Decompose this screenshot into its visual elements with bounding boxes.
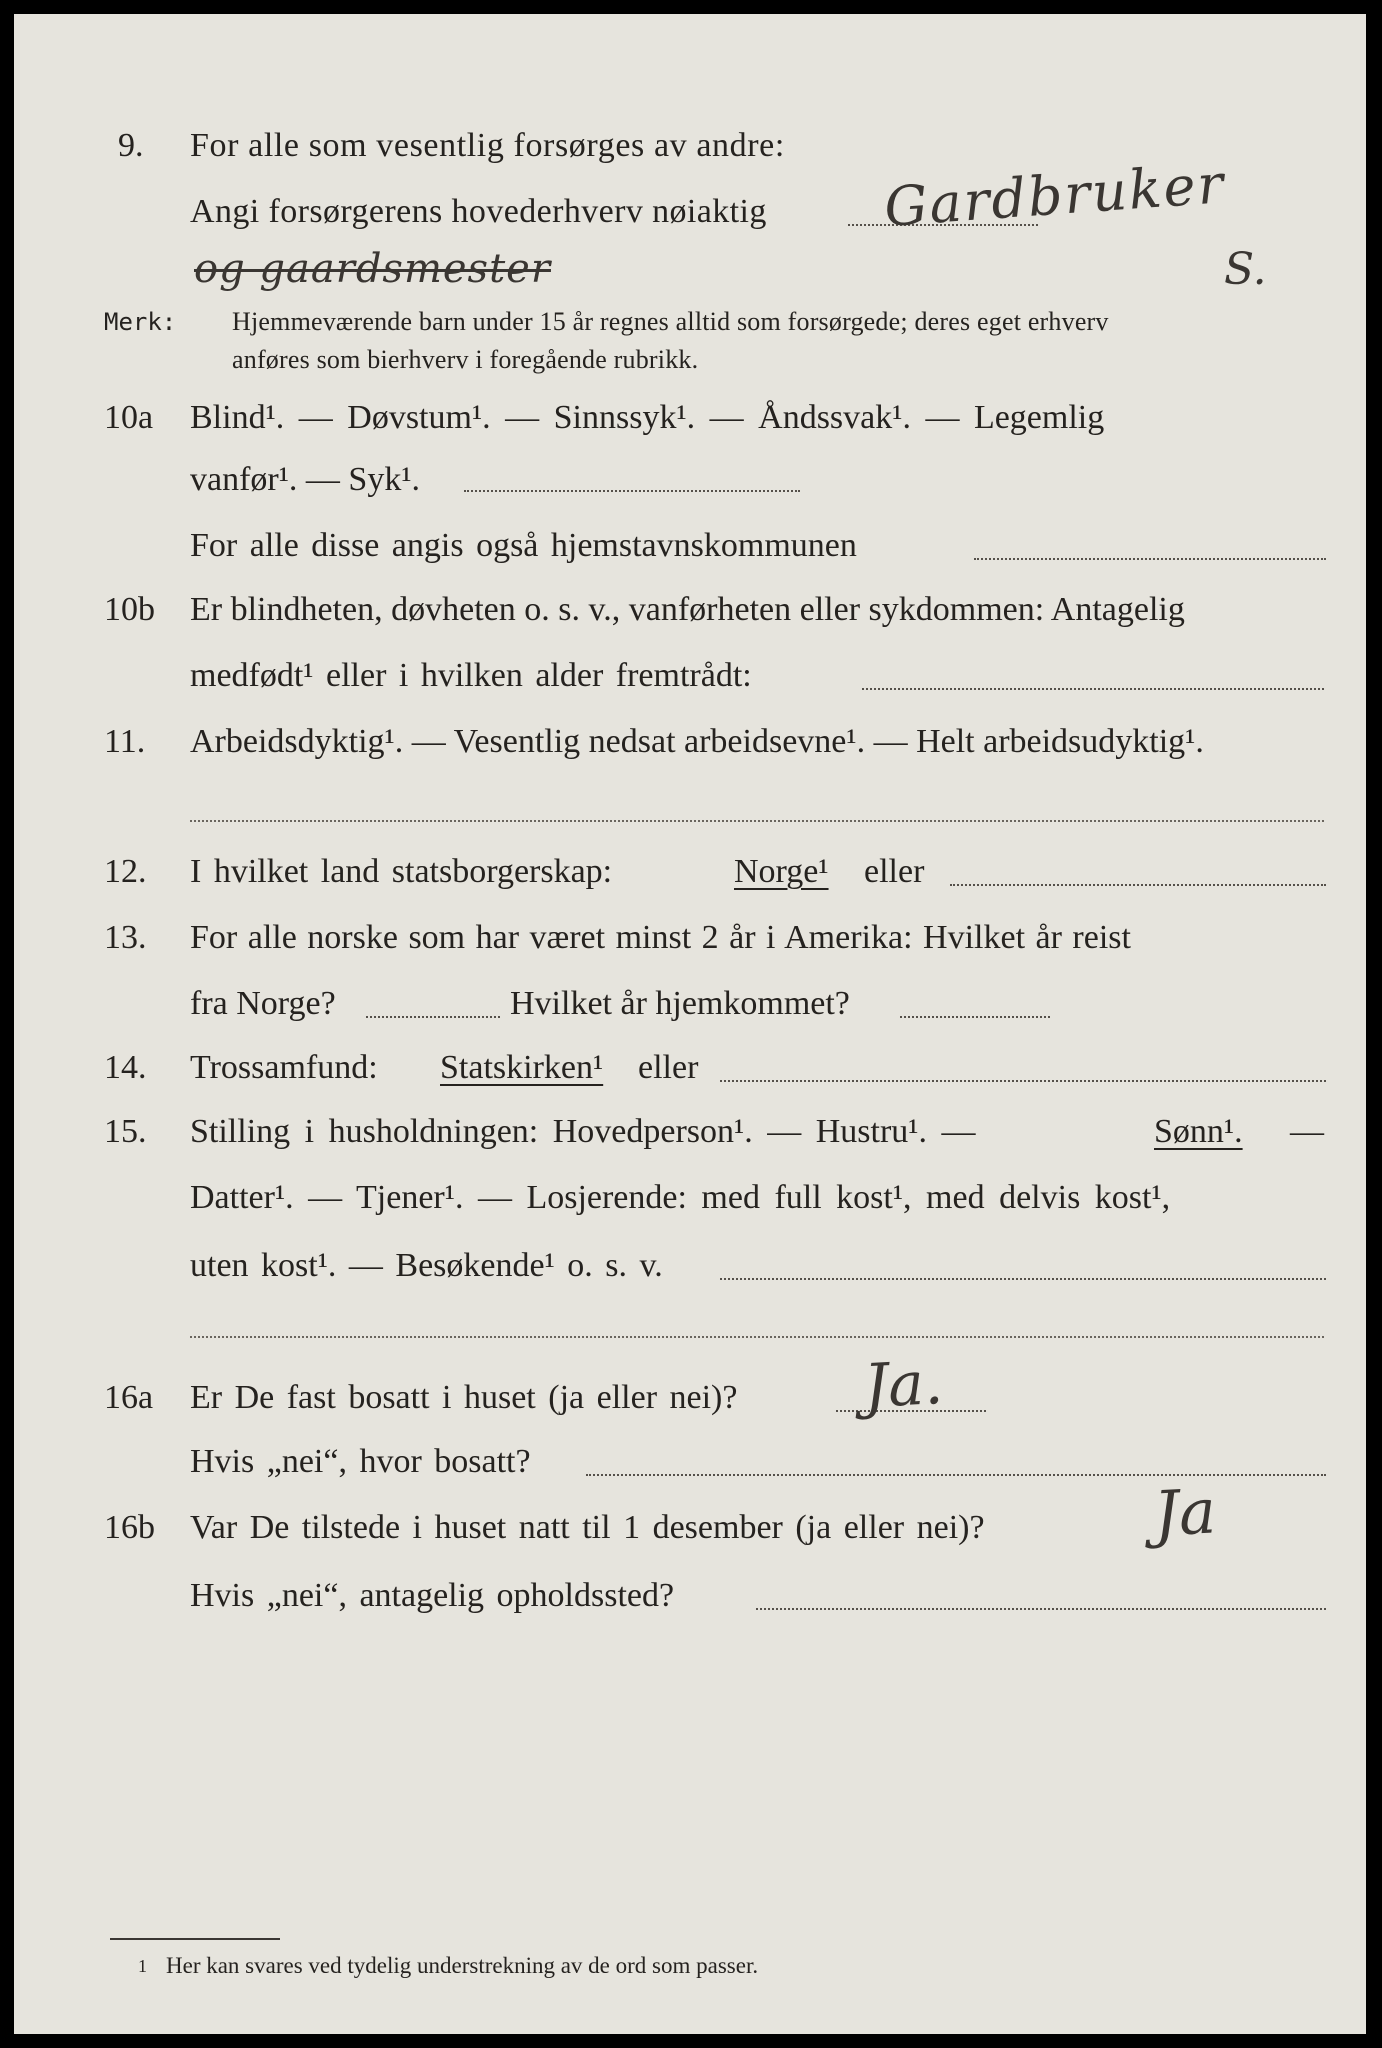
q15-line2: Datter¹. — Tjener¹. — Losjerende: med full kost¹, med delvis kost¹,: [190, 1179, 1171, 1216]
q9-struck-answer: og gaardsmester: [194, 246, 551, 292]
q11-number: 11.: [104, 723, 146, 760]
q16b-line1: Var De tilstede i huset natt til 1 desember (ja eller nei)?: [190, 1509, 985, 1546]
q14-prefix: Trossamfund:: [190, 1049, 378, 1086]
q10a-line3: For alle disse angis også hjemstavnskommunen: [190, 527, 857, 564]
q11-line1: Arbeidsdyktig¹. — Vesentlig nedsat arbeidsevne¹. — Helt arbeidsudyktig¹.: [190, 723, 1204, 760]
merk-label: Merk:: [104, 308, 177, 336]
q15-line1a: Stilling i husholdningen: Hovedperson¹. — Hustru¹. —: [190, 1113, 976, 1150]
q10b-number: 10b: [104, 591, 155, 628]
q16b-line2: Hvis „nei“, antagelig opholdssted?: [190, 1577, 675, 1614]
q12-number: 12.: [104, 853, 147, 890]
q10a-number: 10a: [104, 399, 154, 436]
q15-option-sonn: Sønn¹.: [1154, 1113, 1243, 1150]
q9-handwritten-answer: Gardbruker: [882, 152, 1228, 239]
q10b-line2: medfødt¹ eller i hvilken alder fremtrådt:: [190, 657, 752, 694]
q12-suffix: eller: [864, 853, 925, 890]
footnote-mark: 1: [138, 1956, 147, 1976]
q15-line3: uten kost¹. — Besøkende¹ o. s. v.: [190, 1247, 663, 1284]
q14-answer-line: [720, 1080, 1326, 1082]
q16a-line2: Hvis „nei“, hvor bosatt?: [190, 1443, 531, 1480]
q12-answer-line: [950, 884, 1326, 886]
footnote-rule: [110, 1938, 280, 1940]
q9-line2: Angi forsørgerens hovederhverv nøiaktig: [190, 193, 767, 230]
q13-line2b: Hvilket år hjemkommet?: [510, 985, 850, 1022]
merk-line1: Hjemmeværende barn under 15 år regnes alltid som forsørgede; deres eget erhverv: [232, 307, 1109, 336]
q12-option-norge: Norge¹: [734, 853, 829, 890]
q12-prefix: I hvilket land statsborgerskap:: [190, 853, 613, 890]
q16b-opholdssted-line: [756, 1608, 1326, 1610]
q16a-bosatt-line: [586, 1474, 1326, 1476]
q15-answer-line: [720, 1278, 1326, 1280]
q16b-handwritten-answer: Ja: [1152, 1474, 1218, 1551]
q13-reist-line: [366, 1016, 500, 1018]
q13-line2a: fra Norge?: [190, 985, 336, 1022]
q13-number: 13.: [104, 919, 147, 956]
q13-hjemkommet-line: [900, 1016, 1050, 1018]
q14-number: 14.: [104, 1049, 147, 1086]
q10b-answer-line: [862, 688, 1324, 690]
merk-line2: anføres som bierhverv i foregående rubrikk.: [232, 345, 699, 374]
q16a-number: 16a: [104, 1379, 154, 1416]
q10a-line1: Blind¹. — Døvstum¹. — Sinnssyk¹. — Åndssvak¹. — Legemlig: [190, 399, 1105, 436]
q13-line1: For alle norske som har været minst 2 år i Amerika: Hvilket år reist: [190, 919, 1131, 956]
census-form-page: [14, 14, 1366, 2034]
q10a-syk-line: [464, 490, 800, 492]
q9-line1: For alle som vesentlig forsørges av andre:: [190, 127, 785, 164]
q9-answer-tail: S.: [1224, 244, 1267, 295]
q14-option-statskirken: Statskirken¹: [440, 1049, 604, 1086]
q16a-line1: Er De fast bosatt i huset (ja eller nei)?: [190, 1379, 738, 1416]
q15-extra-line: [190, 1336, 1324, 1338]
q10b-line1: Er blindheten, døvheten o. s. v., vanførheten eller sykdommen: Antagelig: [190, 591, 1185, 628]
q15-number: 15.: [104, 1113, 147, 1150]
q11-answer-line: [190, 820, 1324, 822]
q16a-handwritten-answer: Ja.: [862, 1347, 945, 1423]
q16b-number: 16b: [104, 1509, 155, 1546]
q14-suffix: eller: [638, 1049, 699, 1086]
q10a-hjemstavn-line: [974, 558, 1326, 560]
q10a-line2: vanfør¹. — Syk¹.: [190, 461, 421, 498]
footnote-text: Her kan svares ved tydelig understrekning av de ord som passer.: [166, 1953, 759, 1978]
q15-line1-dash: —: [1290, 1113, 1324, 1150]
q9-number: 9.: [118, 127, 144, 164]
